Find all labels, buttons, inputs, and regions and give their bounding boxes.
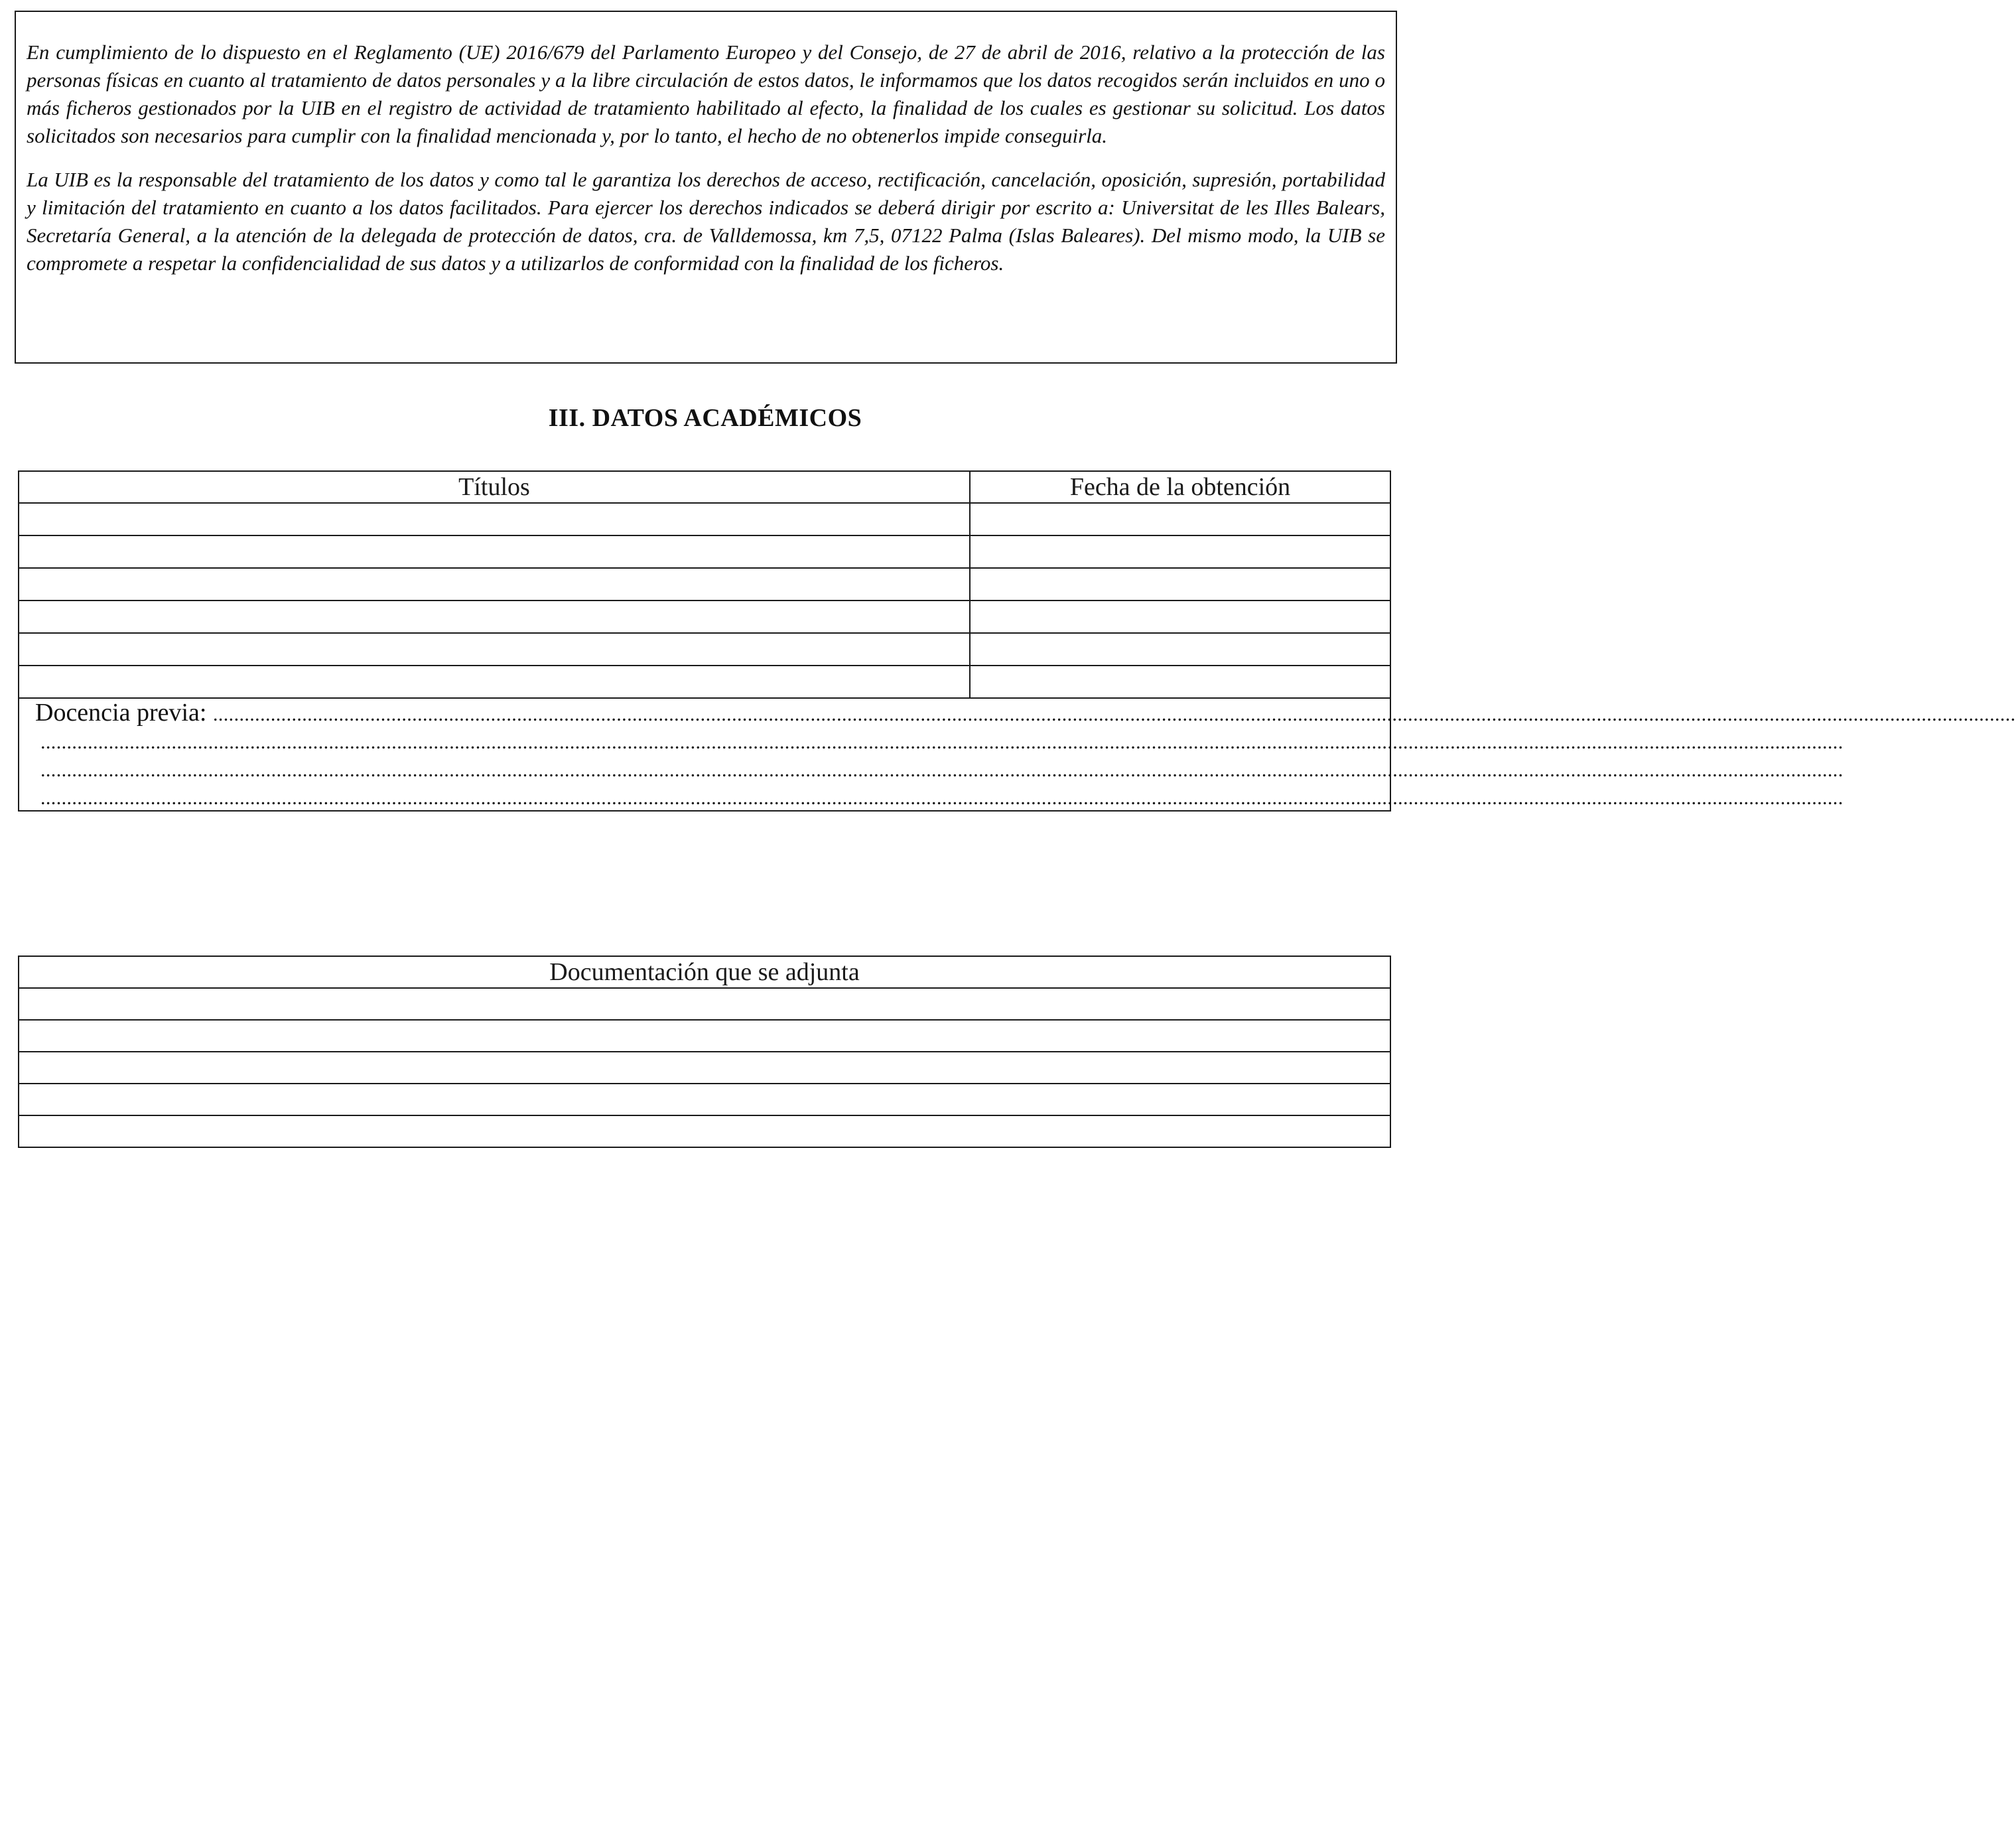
table-row xyxy=(19,1052,1390,1084)
title-cell[interactable] xyxy=(19,535,970,568)
docencia-line-4 xyxy=(35,782,1844,810)
table-row xyxy=(19,601,1390,633)
docencia-line-1 xyxy=(35,699,2016,727)
docencia-line-2 xyxy=(35,727,1844,754)
title-cell[interactable] xyxy=(19,503,970,535)
date-column-header: Fecha de la obtención xyxy=(970,471,1390,503)
dotted-line: ........................................................................................................................................................................................................................................................................................................................................................ xyxy=(40,759,1844,781)
date-cell[interactable] xyxy=(970,633,1390,666)
table-row xyxy=(19,503,1390,535)
title-cell[interactable] xyxy=(19,633,970,666)
title-cell[interactable] xyxy=(19,601,970,633)
table-row xyxy=(19,1084,1390,1115)
table-row xyxy=(19,633,1390,666)
titles-column-header: Títulos xyxy=(19,471,970,503)
title-cell[interactable] xyxy=(19,666,970,698)
documentation-column-header: Documentación que se adjunta xyxy=(19,956,1390,988)
date-cell[interactable] xyxy=(970,666,1390,698)
table-row xyxy=(19,568,1390,601)
documentation-cell[interactable] xyxy=(19,988,1390,1020)
documentation-cell[interactable] xyxy=(19,1115,1390,1147)
documentation-cell[interactable] xyxy=(19,1020,1390,1052)
notice-paragraph-1: En cumplimiento de lo dispuesto en el Reglamento (UE) 2016/679 del Parlamento Europeo y del Consejo, de 27 de abril de 2016, relativo a la protección de las personas físicas en cuanto al tratamiento de datos personales y a la libre circulación de estos datos, le informamos que los datos recogidos serán incluidos en uno o más ficheros gestionados por la UIB en el registro de actividad de tratamiento habilitado al efecto, la finalidad de los cuales es gestionar su solicitud. Los datos solicitados son necesarios para cumplir con la finalidad mencionada y, por lo tanto, el hecho de no obtenerlos impide conseguirla. xyxy=(27,40,1385,147)
table-row xyxy=(19,666,1390,698)
table-row xyxy=(19,1115,1390,1147)
dotted-line: ........................................................................................................................................................................................................................................................................................................................................................ xyxy=(40,731,1844,753)
attached-documentation-table xyxy=(18,956,1391,1148)
title-cell[interactable] xyxy=(19,568,970,601)
titles-table-header-row xyxy=(19,471,1390,503)
docs-table-header-row xyxy=(19,956,1390,988)
table-row xyxy=(19,1020,1390,1052)
docencia-line-3 xyxy=(35,754,1844,782)
data-protection-notice xyxy=(15,11,1397,364)
docencia-previa-field[interactable] xyxy=(19,698,2016,811)
docencia-label: Docencia previa: xyxy=(35,699,207,727)
date-cell[interactable] xyxy=(970,568,1390,601)
docencia-row xyxy=(19,698,1390,811)
table-row xyxy=(19,535,1390,568)
table-row xyxy=(19,988,1390,1020)
date-cell[interactable] xyxy=(970,535,1390,568)
dotted-line: ........................................................................................................................................................................................................................................................................................................................................................ xyxy=(212,703,2016,725)
notice-paragraph-2: La UIB es la responsable del tratamiento de los datos y como tal le garantiza los derechos de acceso, rectificación, cancelación, oposición, supresión, portabilidad y limitación del tratamiento en cuanto a los datos facilitados. Para ejercer los derechos indicados se deberá dirigir por escrito a: Universitat de les Illes Balears, Secretaría General, a la atención de la delegada de protección de datos, cra. de Valldemossa, km 7,5, 07122 Palma (Islas Baleares). Del mismo modo, la UIB se compromete a respetar la confidencialidad de sus datos y a utilizarlos de conformidad con la finalidad de los ficheros. xyxy=(27,168,1385,275)
date-cell[interactable] xyxy=(970,503,1390,535)
documentation-cell[interactable] xyxy=(19,1052,1390,1084)
dotted-line: ........................................................................................................................................................................................................................................................................................................................................................ xyxy=(40,787,1844,809)
date-cell[interactable] xyxy=(970,601,1390,633)
titles-table xyxy=(18,470,2016,812)
section-title: III. DATOS ACADÉMICOS xyxy=(548,404,862,432)
documentation-cell[interactable] xyxy=(19,1084,1390,1115)
